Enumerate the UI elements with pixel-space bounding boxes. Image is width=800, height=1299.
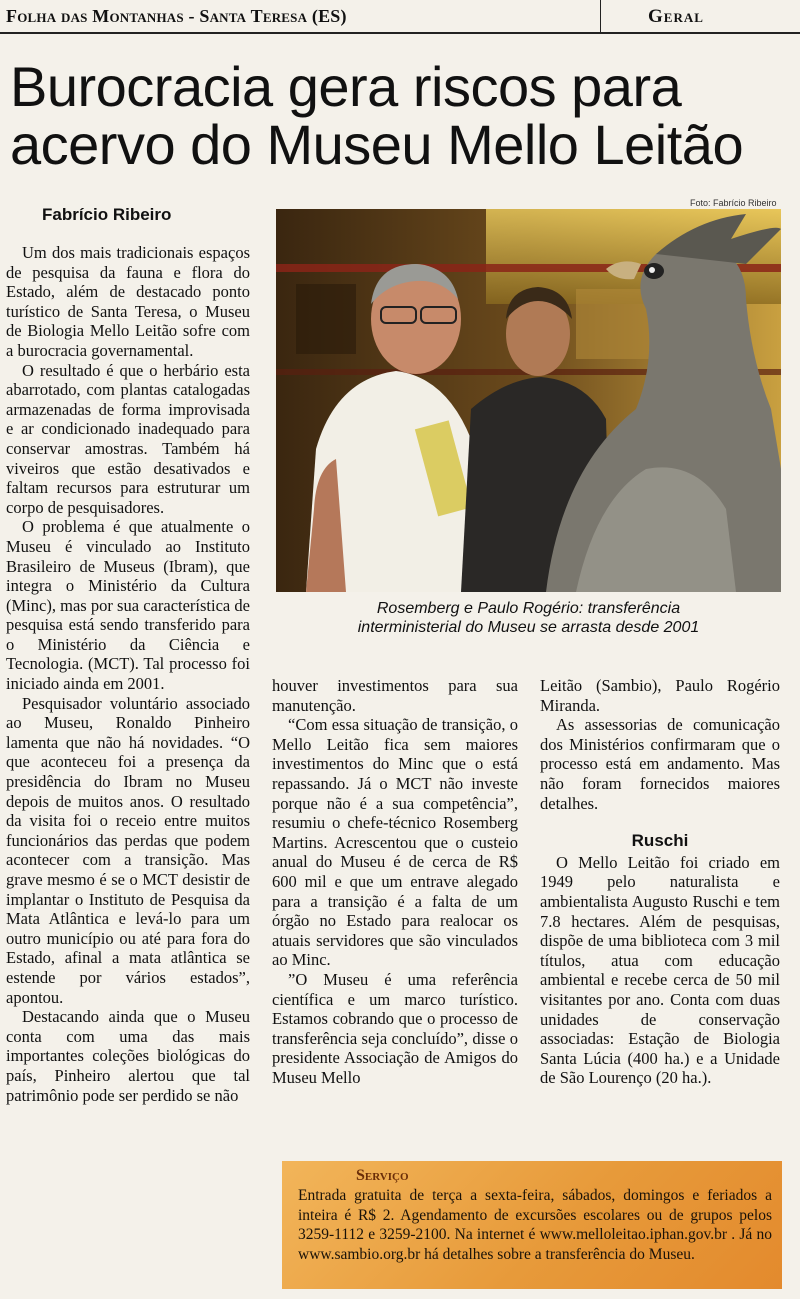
page-header [0, 0, 800, 34]
paragraph: Um dos mais tradicionais espaços de pesquisa da fauna e flora do Estado, além de destacado ponto turístico de Santa Teresa, o Museu de Biologia Mello Leitão sofre com a burocracia governamental. [6, 243, 250, 360]
caption-line-1: Rosemberg e Paulo Rogério: transferência [376, 600, 681, 617]
paragraph: Leitão (Sambio), Paulo Rogério Miranda. [540, 676, 780, 715]
service-box [282, 1161, 782, 1289]
paragraph: As assessorias de comunicação dos Ministérios confirmaram que o processo está em andamento. Mas não foram fornecidos maiores detalhes. [540, 715, 780, 813]
paragraph: houver investimentos para sua manutenção. [272, 676, 518, 715]
paragraph: “Com essa situação de transição, o Mello Leitão fica sem maiores investimentos do Minc que o está repassando. Já o MCT não investe porque não é a sua competência”, resumiu o chefe-técnico Rosemberg Martins. Acrescentou que o custeio anual do Museu é de cerca de R$ 600 mil e que um entrave alegado para a transição é a falta de um órgão no Estado para realocar os atuais servidores que são vinculados ao Minc. [272, 715, 518, 970]
headline-line-1: Burocracia gera riscos para [10, 55, 682, 118]
paragraph: O resultado é que o herbário esta abarrotado, com plantas catalogadas armazenadas de forma improvisada e ar condicionado inadequado para conservar amostras. Também há viveiros que estão desativados e faltam recursos para estruturar um corpo de pesquisadores. [6, 360, 250, 517]
paragraph: ”O Museu é uma referência científica e um marco turístico. Estamos cobrando que o processo de transferência seja concluído”, disse o presidente Associação de Amigos do Museu Mello [272, 969, 518, 1087]
service-box-text: Entrada gratuita de terça a sexta-feira, sábados, domingos e feriados a inteira é R$ 2. Agendamento de excursões escolares ou de grupos pelos 3259-1112 e 3259-2100. Na internet é www.melloleitao.iphan.gov.br . Já no www.sambio.org.br há detalhes sobre a transferência do Museu. [298, 1187, 772, 1263]
header-divider [600, 0, 601, 32]
headline-line-2: acervo do Museu Mello Leitão [10, 113, 744, 176]
caption-line-2: interministerial do Museu se arrasta desde 2001 [357, 619, 700, 636]
paragraph: Pesquisador voluntário associado ao Museu, Ronaldo Pinheiro lamenta que não há novidades. “O que aconteceu foi a presença da presidência do Ibram no Museu depois de muitos anos. O resultado da visita foi o receio entre muitos funcionários das perdas que podem acontecer com a transição. Mas grave mesmo é se o MCT desistir de implantar o Instituto de Pesquisa da Mata Atlântica e levá-lo para um outro município ou até para fora do Estado, afinal a mata atlântica se estende por vários estados”, apontou. [6, 693, 250, 1007]
paragraph: O Mello Leitão foi criado em 1949 pelo naturalista e ambientalista Augusto Ruschi e tem 7.8 hectares. Além de pesquisas, dispõe de uma biblioteca com 3 mil títulos, atua com educação ambiental e recebe cerca de 50 mil visitantes por ano. Conta com duas unidades de conservação associadas: Estação de Biologia Santa Lúcia (400 ha.) e a Unidade de São Lourenço (20 ha.). [540, 852, 780, 1088]
subheading: Ruschi [631, 831, 689, 851]
section-name: Geral [648, 6, 704, 27]
paragraph: O problema é que atualmente o Museu é vinculado ao Instituto Brasileiro de Museus (Ibram), que integra o Ministério da Cultura (Minc), mas por sua característica de pesquisa está sendo transferido para o Ministério da Ciência e Tecnologia. (MCT). Tal processo foi iniciado ainda em 2001. [6, 517, 250, 694]
article-column-2 [272, 676, 518, 1087]
photo-caption [276, 599, 781, 637]
service-box-title: Serviço [356, 1167, 409, 1184]
photo-illustration [276, 209, 781, 592]
article-column-1 [6, 243, 250, 1105]
article-column-3 [540, 676, 780, 1088]
photo-credit: Foto: Fabrício Ribeiro [690, 198, 777, 208]
publication-name: Folha das Montanhas - Santa Teresa (ES) [6, 6, 347, 26]
headline [10, 55, 800, 176]
paragraph: Destacando ainda que o Museu conta com uma das mais importantes coleções biológicas do país, Pinheiro alertou que tal patrimônio pode ser perdido se não [6, 1007, 250, 1105]
byline: Fabrício Ribeiro [42, 205, 172, 224]
article-photo [276, 209, 781, 592]
